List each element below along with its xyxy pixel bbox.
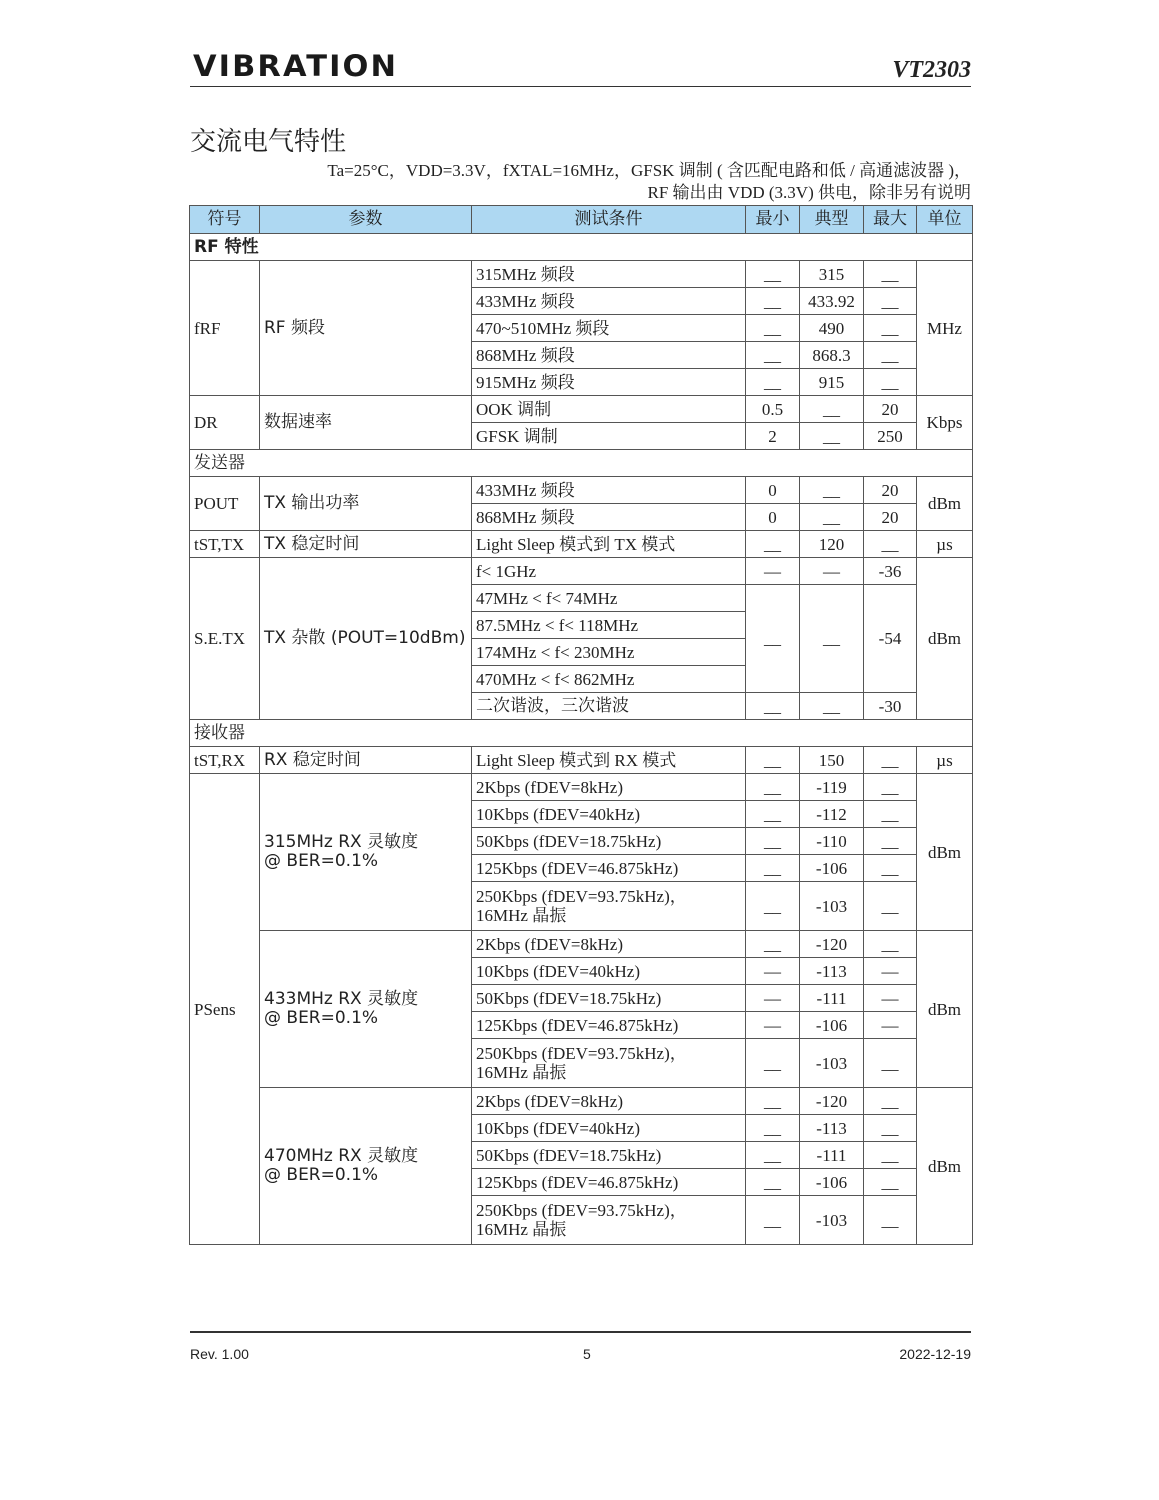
cell-min: __ bbox=[746, 1169, 800, 1196]
cell-typ: 150 bbox=[800, 747, 864, 774]
symbol-psens: PSens bbox=[190, 774, 260, 1245]
cell-max: __ bbox=[864, 801, 917, 828]
cell-min: 0 bbox=[746, 504, 800, 531]
cell-typ: 915 bbox=[800, 369, 864, 396]
param-data-rate: 数据速率 bbox=[260, 396, 472, 450]
cell-unit: µs bbox=[917, 531, 973, 558]
cell-min: — bbox=[746, 1012, 800, 1039]
table-row bbox=[190, 477, 973, 504]
col-header-unit: 单位 bbox=[917, 206, 973, 234]
cell-min: __ bbox=[746, 288, 800, 315]
cell-max: __ bbox=[864, 1088, 917, 1115]
cell-cond: 50Kbps (fDEV=18.75kHz) bbox=[472, 985, 746, 1012]
cell-typ: 433.92 bbox=[800, 288, 864, 315]
cell-typ: -103 bbox=[800, 882, 864, 931]
table-row bbox=[190, 747, 973, 774]
cell-cond: 470~510MHz 频段 bbox=[472, 315, 746, 342]
cell-max: __ bbox=[864, 774, 917, 801]
cond-line: 250Kbps (fDEV=93.75kHz)， bbox=[476, 1044, 687, 1063]
table-row bbox=[190, 531, 973, 558]
param-315-sens bbox=[260, 774, 472, 931]
cell-typ: -106 bbox=[800, 1169, 864, 1196]
cell-min: __ bbox=[746, 801, 800, 828]
header-divider bbox=[190, 86, 971, 87]
param-tx-spur: TX 杂散 (POUT=10dBm) bbox=[260, 558, 472, 720]
page-title: 交流电气特性 bbox=[190, 127, 347, 157]
cell-max: __ bbox=[864, 342, 917, 369]
cell-min: 2 bbox=[746, 423, 800, 450]
cell-typ: -103 bbox=[800, 1196, 864, 1245]
col-header-min: 最小 bbox=[746, 206, 800, 234]
cell-cond bbox=[472, 1196, 746, 1245]
cell-typ: -111 bbox=[800, 985, 864, 1012]
cell-min: __ bbox=[746, 369, 800, 396]
cell-typ: __ bbox=[800, 585, 864, 693]
cell-typ: 868.3 bbox=[800, 342, 864, 369]
cell-cond: 50Kbps (fDEV=18.75kHz) bbox=[472, 828, 746, 855]
cell-cond: 50Kbps (fDEV=18.75kHz) bbox=[472, 1142, 746, 1169]
cell-max: — bbox=[864, 1012, 917, 1039]
param-tx-power: TX 输出功率 bbox=[260, 477, 472, 531]
param-tx-settle: TX 稳定时间 bbox=[260, 531, 472, 558]
section-tx: 发送器 bbox=[190, 450, 973, 477]
cell-cond: 915MHz 频段 bbox=[472, 369, 746, 396]
cell-max: -54 bbox=[864, 585, 917, 693]
cell-max: __ bbox=[864, 288, 917, 315]
cell-cond: GFSK 调制 bbox=[472, 423, 746, 450]
cell-typ: __ bbox=[800, 396, 864, 423]
cell-cond: 2Kbps (fDEV=8kHz) bbox=[472, 1088, 746, 1115]
cell-min: 0 bbox=[746, 477, 800, 504]
cell-min: __ bbox=[746, 747, 800, 774]
cond-line: 250Kbps (fDEV=93.75kHz)， bbox=[476, 1201, 687, 1220]
cell-min: __ bbox=[746, 855, 800, 882]
table-header-row bbox=[190, 206, 973, 234]
footer-revision: Rev. 1.00 bbox=[190, 1346, 249, 1362]
footer-page-number: 5 bbox=[583, 1346, 591, 1362]
cell-max: __ bbox=[864, 369, 917, 396]
cell-min: __ bbox=[746, 531, 800, 558]
cell-cond: 868MHz 频段 bbox=[472, 342, 746, 369]
table-row bbox=[190, 261, 973, 288]
cell-typ: __ bbox=[800, 504, 864, 531]
cell-cond: f< 1GHz bbox=[472, 558, 746, 585]
cell-min: __ bbox=[746, 261, 800, 288]
cell-max: __ bbox=[864, 1169, 917, 1196]
cell-cond: 10Kbps (fDEV=40kHz) bbox=[472, 801, 746, 828]
company-logo: VIBRATION bbox=[193, 49, 399, 83]
cell-max: — bbox=[864, 985, 917, 1012]
symbol-se-tx: S.E.TX bbox=[190, 558, 260, 720]
table-row bbox=[190, 931, 973, 958]
cell-cond: 2Kbps (fDEV=8kHz) bbox=[472, 774, 746, 801]
cell-max: __ bbox=[864, 882, 917, 931]
col-header-symbol: 符号 bbox=[190, 206, 260, 234]
cell-typ: -103 bbox=[800, 1039, 864, 1088]
cell-unit: Kbps bbox=[917, 396, 973, 450]
cell-min: __ bbox=[746, 1115, 800, 1142]
cell-max: __ bbox=[864, 531, 917, 558]
cell-cond: 868MHz 频段 bbox=[472, 504, 746, 531]
cell-cond: 470MHz < f< 862MHz bbox=[472, 666, 746, 693]
cell-min: __ bbox=[746, 1142, 800, 1169]
cell-typ: -110 bbox=[800, 828, 864, 855]
table-row bbox=[190, 396, 973, 423]
cell-cond: OOK 调制 bbox=[472, 396, 746, 423]
cell-min: __ bbox=[746, 342, 800, 369]
cell-max: 250 bbox=[864, 423, 917, 450]
col-header-condition: 测试条件 bbox=[472, 206, 746, 234]
cell-max: — bbox=[864, 958, 917, 985]
cell-min: __ bbox=[746, 1088, 800, 1115]
cell-cond: 125Kbps (fDEV=46.875kHz) bbox=[472, 855, 746, 882]
param-line: 470MHz RX 灵敏度 bbox=[264, 1146, 419, 1166]
cell-unit: dBm bbox=[917, 931, 973, 1088]
cell-unit: dBm bbox=[917, 774, 973, 931]
param-line: @ BER=0.1% bbox=[264, 851, 379, 871]
col-header-param: 参数 bbox=[260, 206, 472, 234]
cell-min: __ bbox=[746, 1196, 800, 1245]
footer-divider bbox=[190, 1331, 971, 1333]
cell-max: __ bbox=[864, 828, 917, 855]
cell-unit: MHz bbox=[917, 261, 973, 396]
cell-typ: -119 bbox=[800, 774, 864, 801]
param-rx-settle: RX 稳定时间 bbox=[260, 747, 472, 774]
symbol-pout: POUT bbox=[190, 477, 260, 531]
cell-typ: -120 bbox=[800, 931, 864, 958]
cell-cond: 47MHz < f< 74MHz bbox=[472, 585, 746, 612]
col-header-typ: 典型 bbox=[800, 206, 864, 234]
cell-max: __ bbox=[864, 747, 917, 774]
cell-unit: dBm bbox=[917, 1088, 973, 1245]
cell-max: -30 bbox=[864, 693, 917, 720]
cell-max: __ bbox=[864, 261, 917, 288]
cell-typ: — bbox=[800, 558, 864, 585]
symbol-tsttx: tST,TX bbox=[190, 531, 260, 558]
cell-min: __ bbox=[746, 1039, 800, 1088]
cell-typ: __ bbox=[800, 423, 864, 450]
cell-cond: 二次谐波，三次谐波 bbox=[472, 693, 746, 720]
cell-max: -36 bbox=[864, 558, 917, 585]
cell-max: __ bbox=[864, 855, 917, 882]
cell-max: __ bbox=[864, 315, 917, 342]
cell-max: __ bbox=[864, 1115, 917, 1142]
cell-typ: -113 bbox=[800, 1115, 864, 1142]
cell-typ: __ bbox=[800, 693, 864, 720]
cell-cond: Light Sleep 模式到 RX 模式 bbox=[472, 747, 746, 774]
cell-typ: __ bbox=[800, 477, 864, 504]
cond-line: 16MHz 晶振 bbox=[476, 1220, 567, 1239]
cell-min: 0.5 bbox=[746, 396, 800, 423]
symbol-dr: DR bbox=[190, 396, 260, 450]
conditions-line-2: RF 输出由 VDD (3.3V) 供电，除非另有说明 bbox=[647, 183, 971, 202]
cell-max: 20 bbox=[864, 477, 917, 504]
cell-typ: 120 bbox=[800, 531, 864, 558]
cell-min: — bbox=[746, 958, 800, 985]
cell-typ: -112 bbox=[800, 801, 864, 828]
cell-cond: 315MHz 频段 bbox=[472, 261, 746, 288]
cell-typ: -111 bbox=[800, 1142, 864, 1169]
cell-cond: 10Kbps (fDEV=40kHz) bbox=[472, 958, 746, 985]
cond-line: 250Kbps (fDEV=93.75kHz)， bbox=[476, 887, 687, 906]
cell-cond: 125Kbps (fDEV=46.875kHz) bbox=[472, 1012, 746, 1039]
cell-min: — bbox=[746, 985, 800, 1012]
table-row bbox=[190, 558, 973, 585]
cell-typ: -113 bbox=[800, 958, 864, 985]
cell-cond: 87.5MHz < f< 118MHz bbox=[472, 612, 746, 639]
cell-cond bbox=[472, 1039, 746, 1088]
param-line: 315MHz RX 灵敏度 bbox=[264, 832, 419, 852]
cell-cond: 174MHz < f< 230MHz bbox=[472, 639, 746, 666]
cell-min: __ bbox=[746, 931, 800, 958]
table-row bbox=[190, 774, 973, 801]
cell-min: __ bbox=[746, 828, 800, 855]
cell-typ: 315 bbox=[800, 261, 864, 288]
section-rf: RF 特性 bbox=[190, 234, 973, 261]
cell-typ: 490 bbox=[800, 315, 864, 342]
param-433-sens bbox=[260, 931, 472, 1088]
footer-date: 2022-12-19 bbox=[899, 1346, 971, 1362]
cell-cond: Light Sleep 模式到 TX 模式 bbox=[472, 531, 746, 558]
cell-min: __ bbox=[746, 585, 800, 693]
cond-line: 16MHz 晶振 bbox=[476, 906, 567, 925]
cell-min: __ bbox=[746, 882, 800, 931]
cell-min: — bbox=[746, 558, 800, 585]
model-number: VT2303 bbox=[892, 57, 971, 83]
cell-typ: -120 bbox=[800, 1088, 864, 1115]
cell-max: __ bbox=[864, 931, 917, 958]
col-header-max: 最大 bbox=[864, 206, 917, 234]
cond-line: 16MHz 晶振 bbox=[476, 1063, 567, 1082]
cell-unit: µs bbox=[917, 747, 973, 774]
cell-unit: dBm bbox=[917, 477, 973, 531]
param-rf-band: RF 频段 bbox=[260, 261, 472, 396]
cell-max: __ bbox=[864, 1196, 917, 1245]
cell-max: 20 bbox=[864, 504, 917, 531]
ac-characteristics-table bbox=[189, 205, 973, 1245]
cell-unit: dBm bbox=[917, 558, 973, 720]
cell-max: __ bbox=[864, 1142, 917, 1169]
symbol-tstrx: tST,RX bbox=[190, 747, 260, 774]
cell-cond: 2Kbps (fDEV=8kHz) bbox=[472, 931, 746, 958]
param-470-sens bbox=[260, 1088, 472, 1245]
param-line: @ BER=0.1% bbox=[264, 1165, 379, 1185]
cell-typ: -106 bbox=[800, 855, 864, 882]
cell-min: __ bbox=[746, 774, 800, 801]
cell-cond: 433MHz 频段 bbox=[472, 477, 746, 504]
cell-typ: -106 bbox=[800, 1012, 864, 1039]
cell-max: 20 bbox=[864, 396, 917, 423]
cell-min: __ bbox=[746, 693, 800, 720]
conditions-line-1: Ta=25°C，VDD=3.3V，fXTAL=16MHz，GFSK 调制 ( 含匹配电路和低 / 高通滤波器 )， bbox=[327, 161, 971, 180]
cell-min: __ bbox=[746, 315, 800, 342]
cell-max: __ bbox=[864, 1039, 917, 1088]
cell-cond: 125Kbps (fDEV=46.875kHz) bbox=[472, 1169, 746, 1196]
param-line: 433MHz RX 灵敏度 bbox=[264, 989, 419, 1009]
section-rx: 接收器 bbox=[190, 720, 973, 747]
cell-cond: 10Kbps (fDEV=40kHz) bbox=[472, 1115, 746, 1142]
symbol-frf: fRF bbox=[190, 261, 260, 396]
table-row bbox=[190, 1088, 973, 1115]
param-line: @ BER=0.1% bbox=[264, 1008, 379, 1028]
cell-cond bbox=[472, 882, 746, 931]
cell-cond: 433MHz 频段 bbox=[472, 288, 746, 315]
